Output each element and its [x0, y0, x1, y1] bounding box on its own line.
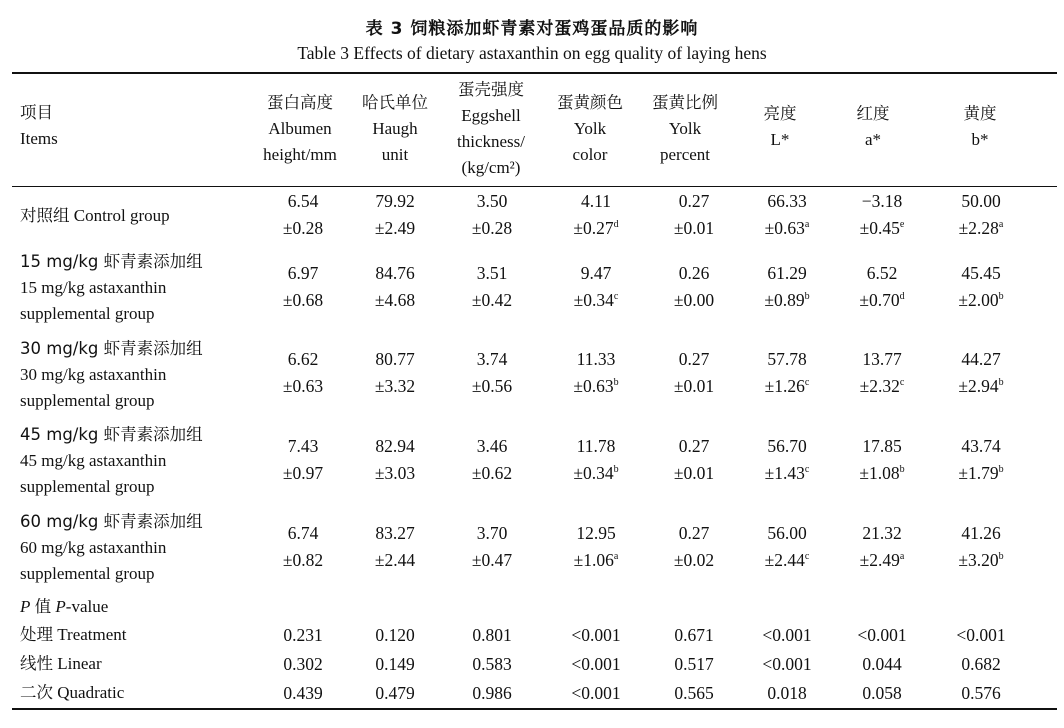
cell-sd: ±4.68 — [374, 290, 416, 310]
pvalue-cell: 0.149 — [375, 654, 415, 674]
table-cell — [936, 188, 1026, 242]
table-cell — [837, 520, 927, 574]
cell-mean: 11.78 — [576, 436, 616, 456]
cell-sd: ±2.49$^a$ — [859, 550, 905, 570]
pvalue-cell: <0.001 — [956, 625, 1006, 645]
cell-mean: 9.47 — [580, 263, 612, 283]
pvalue-cell: <0.001 — [762, 625, 812, 645]
cell-mean: 44.27 — [961, 349, 1001, 369]
table-cell — [742, 260, 832, 314]
significance-letter: b — [998, 377, 1004, 389]
pvalue-cell: 0.565 — [674, 683, 714, 703]
cell-mean: 12.95 — [576, 523, 616, 543]
header-lightness: 亮度 L* — [763, 104, 797, 149]
cell-sd: ±0.01 — [673, 376, 715, 396]
significance-letter: c — [804, 464, 810, 476]
pvalue-cell: 0.576 — [961, 683, 1001, 703]
cell-mean: 11.33 — [576, 349, 616, 369]
cell-sd: ±0.27$^d$ — [573, 218, 619, 238]
cell-mean: −3.18 — [861, 191, 903, 211]
cell-sd: ±2.44 — [374, 550, 416, 570]
table-cell — [649, 520, 739, 574]
row-label-15mg: 15 mg/kg 虾青素添加组 15 mg/kg astaxanthin supplemental group — [20, 252, 203, 323]
cell-sd: ±0.28 — [282, 218, 324, 238]
cell-sd: ±3.32 — [374, 376, 416, 396]
pvalue-label-linear: 线性 Linear — [20, 654, 102, 673]
table-cell — [936, 433, 1026, 487]
table-cell — [551, 260, 641, 314]
pvalue-cell: 0.302 — [283, 654, 323, 674]
cell-sd: ±3.03 — [374, 463, 416, 483]
table-cell — [649, 260, 739, 314]
significance-letter: a — [899, 551, 905, 563]
pvalue-cell: 0.682 — [961, 654, 1001, 674]
significance-letter: b — [998, 464, 1004, 476]
cell-sd: ±0.01 — [673, 463, 715, 483]
cell-mean: 6.54 — [287, 191, 319, 211]
table-cell — [350, 520, 440, 574]
table-cell — [551, 520, 641, 574]
cell-mean: 0.27 — [678, 436, 710, 456]
cell-sd: ±2.00$^b$ — [958, 290, 1004, 310]
cell-mean: 6.52 — [866, 263, 898, 283]
table-cell — [649, 188, 739, 242]
table-cell — [258, 346, 348, 400]
header-redness: 红度 a* — [856, 104, 890, 149]
header-yolk-color: 蛋黄颜色 Yolk color — [557, 93, 623, 164]
table-caption-en: Table 3 Effects of dietary astaxanthin on egg quality of laying hens — [297, 43, 767, 63]
cell-sd: ±1.79$^b$ — [958, 463, 1004, 483]
cell-sd: ±0.00 — [673, 290, 715, 310]
cell-mean: 57.78 — [767, 349, 807, 369]
cell-sd: ±0.28 — [471, 218, 513, 238]
cell-mean: 83.27 — [375, 523, 415, 543]
cell-mean: 3.51 — [476, 263, 508, 283]
row-label-45mg: 45 mg/kg 虾青素添加组 45 mg/kg astaxanthin supplemental group — [20, 425, 203, 496]
cell-sd: ±2.94$^b$ — [958, 376, 1004, 396]
significance-letter: a — [804, 219, 810, 231]
table-cell — [447, 188, 537, 242]
table-cell — [649, 433, 739, 487]
significance-letter: e — [899, 219, 905, 231]
cell-mean: 17.85 — [862, 436, 902, 456]
cell-sd: ±0.34$^b$ — [573, 463, 619, 483]
cell-mean: 3.74 — [476, 349, 508, 369]
cell-sd: ±0.42 — [471, 290, 513, 310]
table-cell — [258, 433, 348, 487]
pvalue-cell: 0.120 — [375, 625, 415, 645]
header-eggshell: 蛋壳强度 Eggshell thickness/ (kg/cm²) — [457, 80, 525, 177]
header-yolk-percent: 蛋黄比例 Yolk percent — [652, 93, 718, 164]
cell-mean: 41.26 — [961, 523, 1001, 543]
cell-sd: ±1.08$^b$ — [859, 463, 905, 483]
cell-sd: ±0.47 — [471, 550, 513, 570]
cell-mean: 0.27 — [678, 349, 710, 369]
cell-mean: 66.33 — [767, 191, 807, 211]
pvalue-cell: 0.044 — [862, 654, 902, 674]
significance-letter: c — [613, 291, 619, 303]
significance-letter: b — [998, 551, 1004, 563]
table-cell — [447, 520, 537, 574]
cell-sd: ±0.63$^a$ — [764, 218, 810, 238]
table-cell — [936, 260, 1026, 314]
cell-mean: 6.97 — [287, 263, 319, 283]
table-cell — [742, 346, 832, 400]
table-cell — [258, 260, 348, 314]
table-cell — [447, 260, 537, 314]
pvalue-cell: 0.986 — [472, 683, 512, 703]
pvalue-cell: <0.001 — [571, 654, 621, 674]
cell-sd: ±0.02 — [673, 550, 715, 570]
cell-mean: 3.70 — [476, 523, 508, 543]
cell-sd: ±0.45$^e$ — [859, 218, 905, 238]
significance-letter: a — [613, 551, 619, 563]
cell-sd: ±2.28$^a$ — [958, 218, 1004, 238]
cell-sd: ±0.01 — [673, 218, 715, 238]
significance-letter: b — [613, 377, 619, 389]
table-cell — [742, 433, 832, 487]
significance-letter: a — [998, 219, 1004, 231]
cell-mean: 4.11 — [581, 191, 611, 211]
cell-mean: 56.70 — [767, 436, 807, 456]
top-rule — [12, 72, 1057, 74]
cell-sd: ±0.82 — [282, 550, 324, 570]
significance-letter: b — [998, 291, 1004, 303]
cell-mean: 82.94 — [375, 436, 415, 456]
cell-sd: ±0.62 — [471, 463, 513, 483]
table-cell — [551, 346, 641, 400]
table-cell — [936, 346, 1026, 400]
cell-sd: ±1.26$^c$ — [764, 376, 810, 396]
table-cell — [649, 346, 739, 400]
cell-sd: ±0.70$^d$ — [859, 290, 905, 310]
cell-sd: ±1.06$^a$ — [573, 550, 619, 570]
cell-mean: 21.32 — [862, 523, 902, 543]
table-cell — [350, 346, 440, 400]
cell-mean: 79.92 — [375, 191, 415, 211]
pvalue-label-quadratic: 二次 Quadratic — [20, 683, 125, 702]
significance-letter: b — [613, 464, 619, 476]
cell-mean: 3.50 — [476, 191, 508, 211]
header-albumen-height: 蛋白高度 Albumen height/mm — [263, 93, 337, 164]
cell-mean: 6.74 — [287, 523, 319, 543]
cell-sd: ±0.63 — [282, 376, 324, 396]
cell-sd: ±2.49 — [374, 218, 416, 238]
table-cell — [350, 188, 440, 242]
pvalue-cell: 0.517 — [674, 654, 714, 674]
pvalue-cell: <0.001 — [857, 625, 907, 645]
pvalue-heading: P 值 P-value — [20, 597, 109, 616]
pvalue-cell: <0.001 — [571, 625, 621, 645]
cell-sd: ±0.56 — [471, 376, 513, 396]
cell-mean: 84.76 — [375, 263, 415, 283]
significance-letter: b — [804, 291, 810, 303]
cell-mean: 45.45 — [961, 263, 1001, 283]
header-items: 项目 Items — [20, 103, 58, 148]
significance-letter: d — [613, 219, 619, 231]
table-cell — [551, 433, 641, 487]
cell-mean: 7.43 — [287, 436, 319, 456]
significance-letter: c — [804, 551, 810, 563]
pvalue-cell: 0.583 — [472, 654, 512, 674]
cell-mean: 0.27 — [678, 191, 710, 211]
row-label-60mg: 60 mg/kg 虾青素添加组 60 mg/kg astaxanthin supplemental group — [20, 512, 203, 583]
table-cell — [551, 188, 641, 242]
cell-mean: 6.62 — [287, 349, 319, 369]
cell-mean: 0.27 — [678, 523, 710, 543]
table-caption-cn: 表 3 饲粮添加虾青素对蛋鸡蛋品质的影响 — [365, 19, 699, 39]
table-cell — [837, 188, 927, 242]
cell-mean: 80.77 — [375, 349, 415, 369]
table-cell — [837, 433, 927, 487]
cell-sd: ±2.44$^c$ — [764, 550, 810, 570]
cell-mean: 0.26 — [678, 263, 710, 283]
pvalue-label-treatment: 处理 Treatment — [20, 625, 127, 644]
cell-sd: ±0.68 — [282, 290, 324, 310]
pvalue-cell: 0.671 — [674, 625, 714, 645]
pvalue-cell: <0.001 — [762, 654, 812, 674]
table-cell — [447, 433, 537, 487]
pvalue-cell: 0.801 — [472, 625, 512, 645]
table-cell — [447, 346, 537, 400]
significance-letter: c — [899, 377, 905, 389]
cell-sd: ±1.43$^c$ — [764, 463, 810, 483]
cell-mean: 50.00 — [961, 191, 1001, 211]
pvalue-cell: 0.018 — [767, 683, 807, 703]
cell-mean: 61.29 — [767, 263, 807, 283]
significance-letter: d — [899, 291, 905, 303]
cell-mean: 43.74 — [961, 436, 1001, 456]
bottom-rule — [12, 708, 1057, 710]
significance-letter: c — [804, 377, 810, 389]
row-label-control: 对照组 Control group — [20, 206, 170, 225]
header-rule — [12, 186, 1057, 187]
significance-letter: b — [899, 464, 905, 476]
table-cell — [837, 346, 927, 400]
table-cell — [936, 520, 1026, 574]
cell-sd: ±0.89$^b$ — [764, 290, 810, 310]
pvalue-cell: <0.001 — [571, 683, 621, 703]
cell-mean: 3.46 — [476, 436, 508, 456]
header-haugh-unit: 哈氏单位 Haugh unit — [362, 93, 428, 164]
table-cell — [742, 520, 832, 574]
cell-mean: 13.77 — [862, 349, 902, 369]
pvalue-cell: 0.479 — [375, 683, 415, 703]
table-cell — [258, 520, 348, 574]
table-cell — [742, 188, 832, 242]
header-yellowness: 黄度 b* — [963, 104, 997, 149]
cell-mean: 56.00 — [767, 523, 807, 543]
cell-sd: ±0.97 — [282, 463, 324, 483]
pvalue-cell: 0.231 — [283, 625, 323, 645]
table-cell — [350, 260, 440, 314]
row-label-30mg: 30 mg/kg 虾青素添加组 30 mg/kg astaxanthin supplemental group — [20, 339, 203, 410]
table-cell — [258, 188, 348, 242]
cell-sd: ±0.34$^c$ — [573, 290, 619, 310]
pvalue-cell: 0.439 — [283, 683, 323, 703]
table-cell — [350, 433, 440, 487]
cell-sd: ±0.63$^b$ — [573, 376, 619, 396]
cell-sd: ±3.20$^b$ — [958, 550, 1004, 570]
cell-sd: ±2.32$^c$ — [859, 376, 905, 396]
table-cell — [837, 260, 927, 314]
pvalue-cell: 0.058 — [862, 683, 902, 703]
